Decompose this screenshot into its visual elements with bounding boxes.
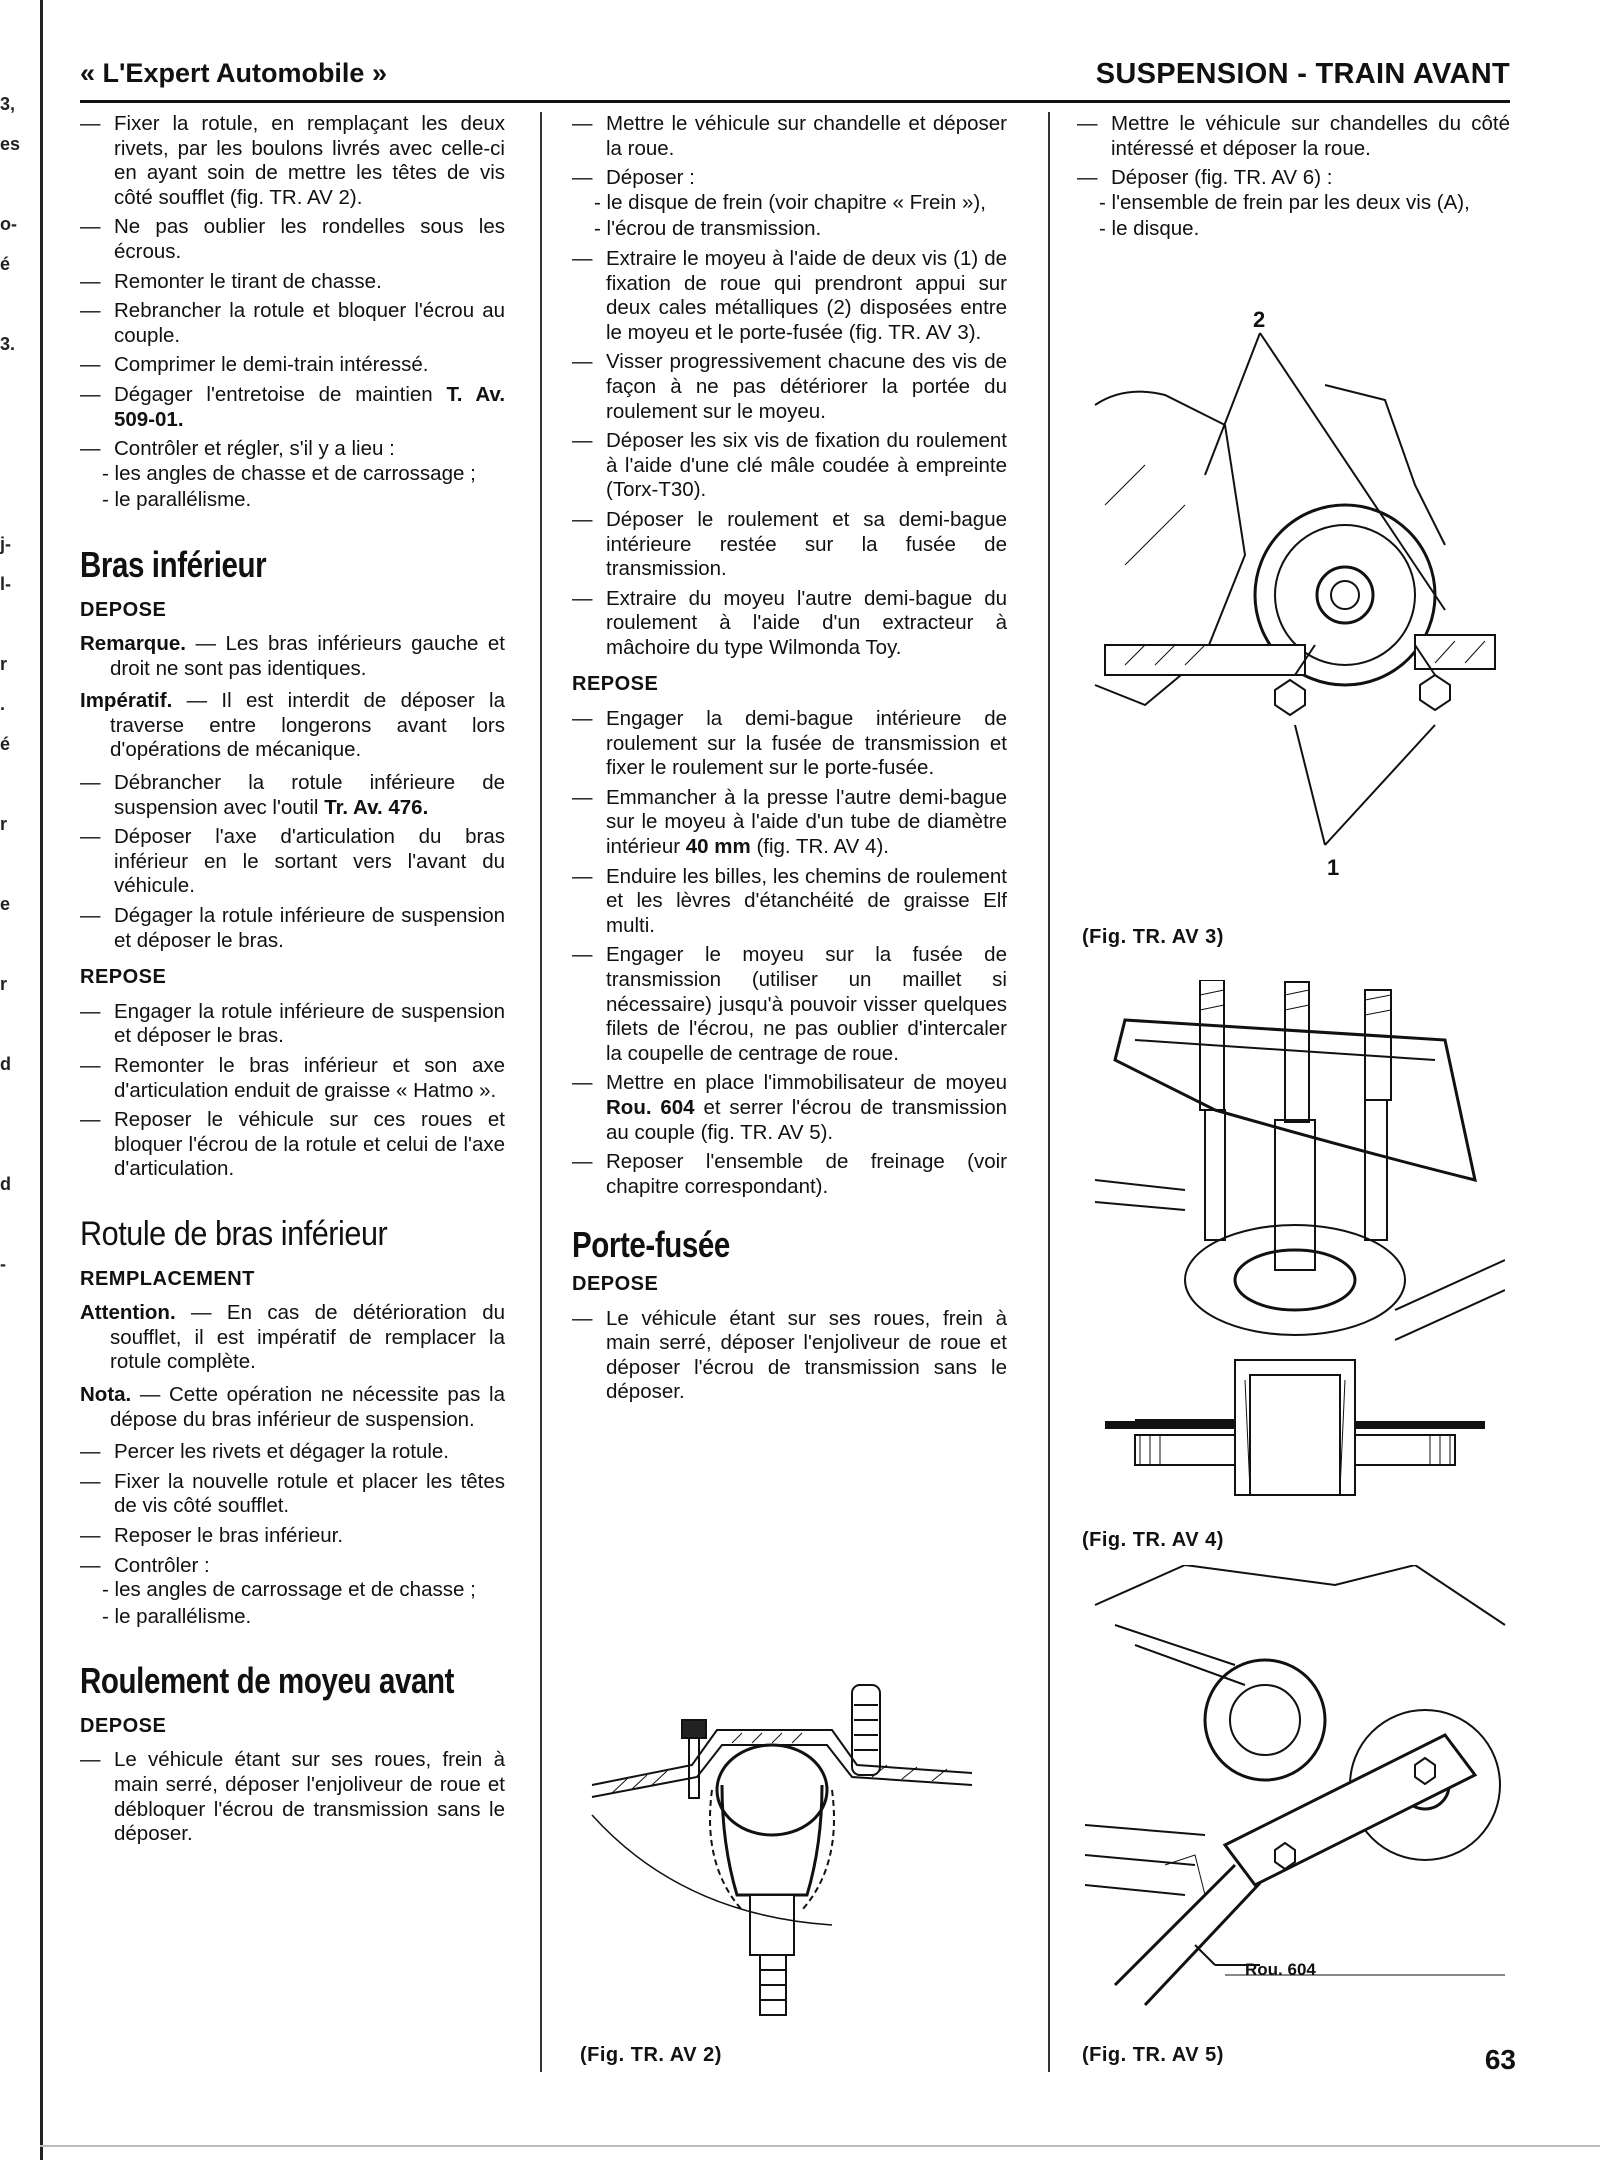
list-item: — Contrôler et régler, s'il y a lieu : xyxy=(80,437,395,461)
gutter-fragment xyxy=(0,175,18,215)
press-drawing xyxy=(1095,980,1505,1510)
sub-item: - le disque. xyxy=(1099,217,1200,241)
list-item: — Déposer : xyxy=(572,166,695,190)
section-title-roulement: Roulement de moyeu avant xyxy=(80,1660,455,1702)
list-item: — Engager la rotule inférieure de suspension et déposer le bras. xyxy=(80,999,505,1048)
subsection-repose: REPOSE xyxy=(80,966,167,989)
list-item: — Dégager la rotule inférieure de suspension et déposer le bras. xyxy=(80,904,505,952)
figure-tr-av-3 xyxy=(1085,305,1515,895)
list-item: — Extraire le moyeu à l'aide de deux vis (1) de fixation de roue qui prendront appui sur deux cales métalliques (2) disposées entre le moyeu et le porte-fusée (fig. TR. AV 3). xyxy=(572,246,1007,344)
figure-caption: (Fig. TR. AV 3) xyxy=(1082,926,1224,948)
gutter-fragment: d xyxy=(0,1174,11,1194)
sub-item: - le parallélisme. xyxy=(102,1604,252,1628)
header-rule xyxy=(80,100,1510,103)
sub-item: - le disque de frein (voir chapitre « Frein »), xyxy=(594,190,986,214)
list-item: — Mettre le véhicule sur chandelles du côté intéressé et déposer la roue. xyxy=(1077,112,1510,160)
imperatif-note: Impératif. — Il est interdit de déposer la traverse entre longerons avant lors d'opérations de mécanique. xyxy=(80,689,505,762)
list-item: — Déposer le roulement et sa demi-bague intérieure restée sur la fusée de transmission. xyxy=(572,507,1007,581)
sub-item: - les angles de carrossage et de chasse ; xyxy=(102,1578,476,1602)
gutter-fragment: r xyxy=(0,654,8,674)
gutter-fragment: e xyxy=(0,894,11,914)
ball-joint-drawing xyxy=(572,1665,1012,2025)
gutter-fragment xyxy=(0,1015,18,1055)
list-item: — Reposer le bras inférieur. xyxy=(80,1523,344,1547)
fig3-callout-2: 2 xyxy=(1253,307,1266,332)
gutter-fragment xyxy=(0,1095,18,1135)
hub-immobiliser-drawing xyxy=(1085,1565,1515,2025)
list-item: — Mettre le véhicule sur chandelle et déposer la roue. xyxy=(572,112,1007,160)
list-item: — Extraire du moyeu l'autre demi-bague du roulement à l'aide d'un extracteur à mâchoire du type Wilmonda Toy. xyxy=(572,586,1007,659)
gutter-fragment xyxy=(0,495,18,535)
list-item: — Engager la demi-bague intérieure de roulement sur la fusée de transmission et fixer le roulement sur le porte-fusée. xyxy=(572,707,1007,780)
list-item: — Remonter le bras inférieur et son axe d'articulation enduit de graisse « Hatmo ». xyxy=(80,1054,505,1102)
page-number: 63 xyxy=(1484,2044,1516,2075)
remarque-note: Remarque. — Les bras inférieurs gauche et droit ne sont pas identiques. xyxy=(80,632,505,680)
list-item: — Visser progressivement chacune des vis de façon à ne pas détériorer la portée du roulement sur le moyeu. xyxy=(572,350,1007,423)
list-item: — Déposer (fig. TR. AV 6) : xyxy=(1077,166,1333,190)
list-item: — Rebrancher la rotule et bloquer l'écrou au couple. xyxy=(80,299,505,347)
subsection-depose: DEPOSE xyxy=(80,598,167,621)
figure-tr-av-2 xyxy=(572,1665,1012,2025)
list-item: — Percer les rivets et dégager la rotule. xyxy=(80,1440,449,1464)
list-item: — Débrancher la rotule inférieure de suspension avec l'outil Tr. Av. 476. xyxy=(80,771,505,819)
list-item: — Fixer la nouvelle rotule et placer les têtes de vis côté soufflet. xyxy=(80,1469,505,1518)
figure-caption: (Fig. TR. AV 4) xyxy=(1082,1529,1224,1551)
list-item: — Déposer l'axe d'articulation du bras inférieur en le sortant vers l'avant du véhicule. xyxy=(80,825,505,898)
gutter-fragment: l- xyxy=(0,574,11,594)
list-item: — Mettre en place l'immobilisateur de moyeu Rou. 604 et serrer l'écrou de transmission au couple (fig. TR. AV 5). xyxy=(572,1071,1008,1144)
figure-caption: (Fig. TR. AV 5) xyxy=(1082,2044,1224,2066)
gutter-fragment xyxy=(0,935,18,975)
gutter-fragment: r xyxy=(0,974,8,994)
sub-item: - l'ensemble de frein par les deux vis (A), xyxy=(1099,190,1470,214)
sub-item: - le parallélisme. xyxy=(102,488,252,512)
figure-tr-av-4 xyxy=(1095,980,1505,1510)
list-item: — Fixer la rotule, en remplaçant les deux rivets, par les boulons livrés avec celle-ci en ayant soin de mettre les têtes de vis côté soufflet (fig. TR. AV 2). xyxy=(80,112,505,209)
gutter-fragment: o- xyxy=(0,214,17,234)
list-item: — Remonter le tirant de chasse. xyxy=(80,269,382,293)
gutter-fragment: j- xyxy=(0,534,11,554)
figure-tr-av-5 xyxy=(1085,1565,1515,2025)
subsection-repose: REPOSE xyxy=(572,673,659,696)
gutter-fragment xyxy=(0,615,18,655)
subsection-depose: DEPOSE xyxy=(572,1272,659,1295)
gutter-fragment: é xyxy=(0,254,11,274)
gutter-fragment xyxy=(0,775,18,815)
hub-extraction-drawing xyxy=(1085,305,1515,895)
list-item: — Emmancher à la presse l'autre demi-bague sur le moyeu à l'aide d'un tube de diamètre intérieur 40 mm (fig. TR. AV 4). xyxy=(572,785,1007,859)
gutter-fragment: - xyxy=(0,1254,6,1274)
gutter-fragment xyxy=(0,375,18,415)
column-2 xyxy=(572,112,1007,1410)
gutter-fragment xyxy=(0,1215,18,1255)
list-item: — Comprimer le demi-train intéressé. xyxy=(80,353,429,377)
gutter-fragment: 3. xyxy=(0,334,16,354)
sub-item: - les angles de chasse et de carrossage ; xyxy=(102,461,476,485)
header-publication: « L'Expert Automobile » xyxy=(80,58,387,88)
gutter-fragment xyxy=(0,1135,18,1175)
list-item: — Le véhicule étant sur ses roues, frein à main serré, déposer l'enjoliveur de roue et déposer l'écrou de transmission sans le déposer. xyxy=(572,1306,1007,1404)
header-section: SUSPENSION - TRAIN AVANT xyxy=(1095,58,1510,90)
column-1 xyxy=(80,112,505,1852)
gutter-fragment xyxy=(0,855,18,895)
gutter-fragment xyxy=(0,415,18,455)
list-item: — Enduire les billes, les chemins de roulement et les lèvres d'étanchéité de graisse Elf multi. xyxy=(572,864,1007,937)
bottom-rule xyxy=(40,2145,1600,2147)
gutter-fragment xyxy=(0,455,18,495)
list-item: — Reposer le véhicule sur ces roues et bloquer l'écrou de la rotule et celui de l'axe d'articulation. xyxy=(80,1108,505,1181)
section-title-rotule: Rotule de bras inférieur xyxy=(80,1214,388,1253)
fig5-tool-label: Rou. 604 xyxy=(1245,1960,1316,1979)
gutter-fragment: 3, xyxy=(0,94,16,114)
list-item: — Dégager l'entretoise de maintien T. Av. 509-01. xyxy=(80,382,506,431)
list-item: — Déposer les six vis de fixation du roulement à l'aide d'une clé mâle coudée à empreinte (Torx-T30). xyxy=(572,429,1007,502)
column-3 xyxy=(1077,112,1510,244)
sub-item: - l'écrou de transmission. xyxy=(594,217,822,241)
gutter-fragment: r xyxy=(0,814,8,834)
list-item: — Le véhicule étant sur ses roues, frein à main serré, déposer l'enjoliveur de roue et débloquer l'écrou de transmission sans le déposer. xyxy=(80,1748,505,1846)
fig3-callout-1: 1 xyxy=(1327,855,1340,880)
gutter-fragment: es xyxy=(0,134,21,154)
gutter-fragment: . xyxy=(0,694,6,714)
page-binding-edge xyxy=(40,0,43,2160)
attention-note: Attention. — En cas de détérioration du soufflet, il est impératif de remplacer la rotule complète. xyxy=(80,1301,505,1374)
column-divider-1 xyxy=(540,112,542,2072)
figure-caption: (Fig. TR. AV 2) xyxy=(580,2044,722,2066)
column-divider-2 xyxy=(1048,112,1050,2072)
list-item: — Ne pas oublier les rondelles sous les écrous. xyxy=(80,215,505,263)
nota-note: Nota. — Cette opération ne nécessite pas la dépose du bras inférieur de suspension. xyxy=(80,1382,505,1431)
section-title-porte-fusee: Porte-fusée xyxy=(572,1224,730,1266)
list-item: — Contrôler : xyxy=(80,1553,210,1577)
section-title-bras: Bras inférieur xyxy=(80,543,267,585)
list-item: — Engager le moyeu sur la fusée de transmission (utiliser un maillet si nécessaire) jusqu'à pouvoir visser quelques filets de l'écrou, ne pas oublier d'intercaler la coupelle de centrage de roue. xyxy=(572,943,1007,1065)
subsection-remplacement: REMPLACEMENT xyxy=(80,1267,255,1290)
list-item: — Reposer l'ensemble de freinage (voir chapitre correspondant). xyxy=(572,1150,1007,1198)
gutter-fragment: é xyxy=(0,734,11,754)
gutter-fragments xyxy=(0,94,21,1295)
subsection-depose: DEPOSE xyxy=(80,1714,167,1737)
gutter-fragment: d xyxy=(0,1054,11,1074)
gutter-fragment xyxy=(0,295,18,335)
